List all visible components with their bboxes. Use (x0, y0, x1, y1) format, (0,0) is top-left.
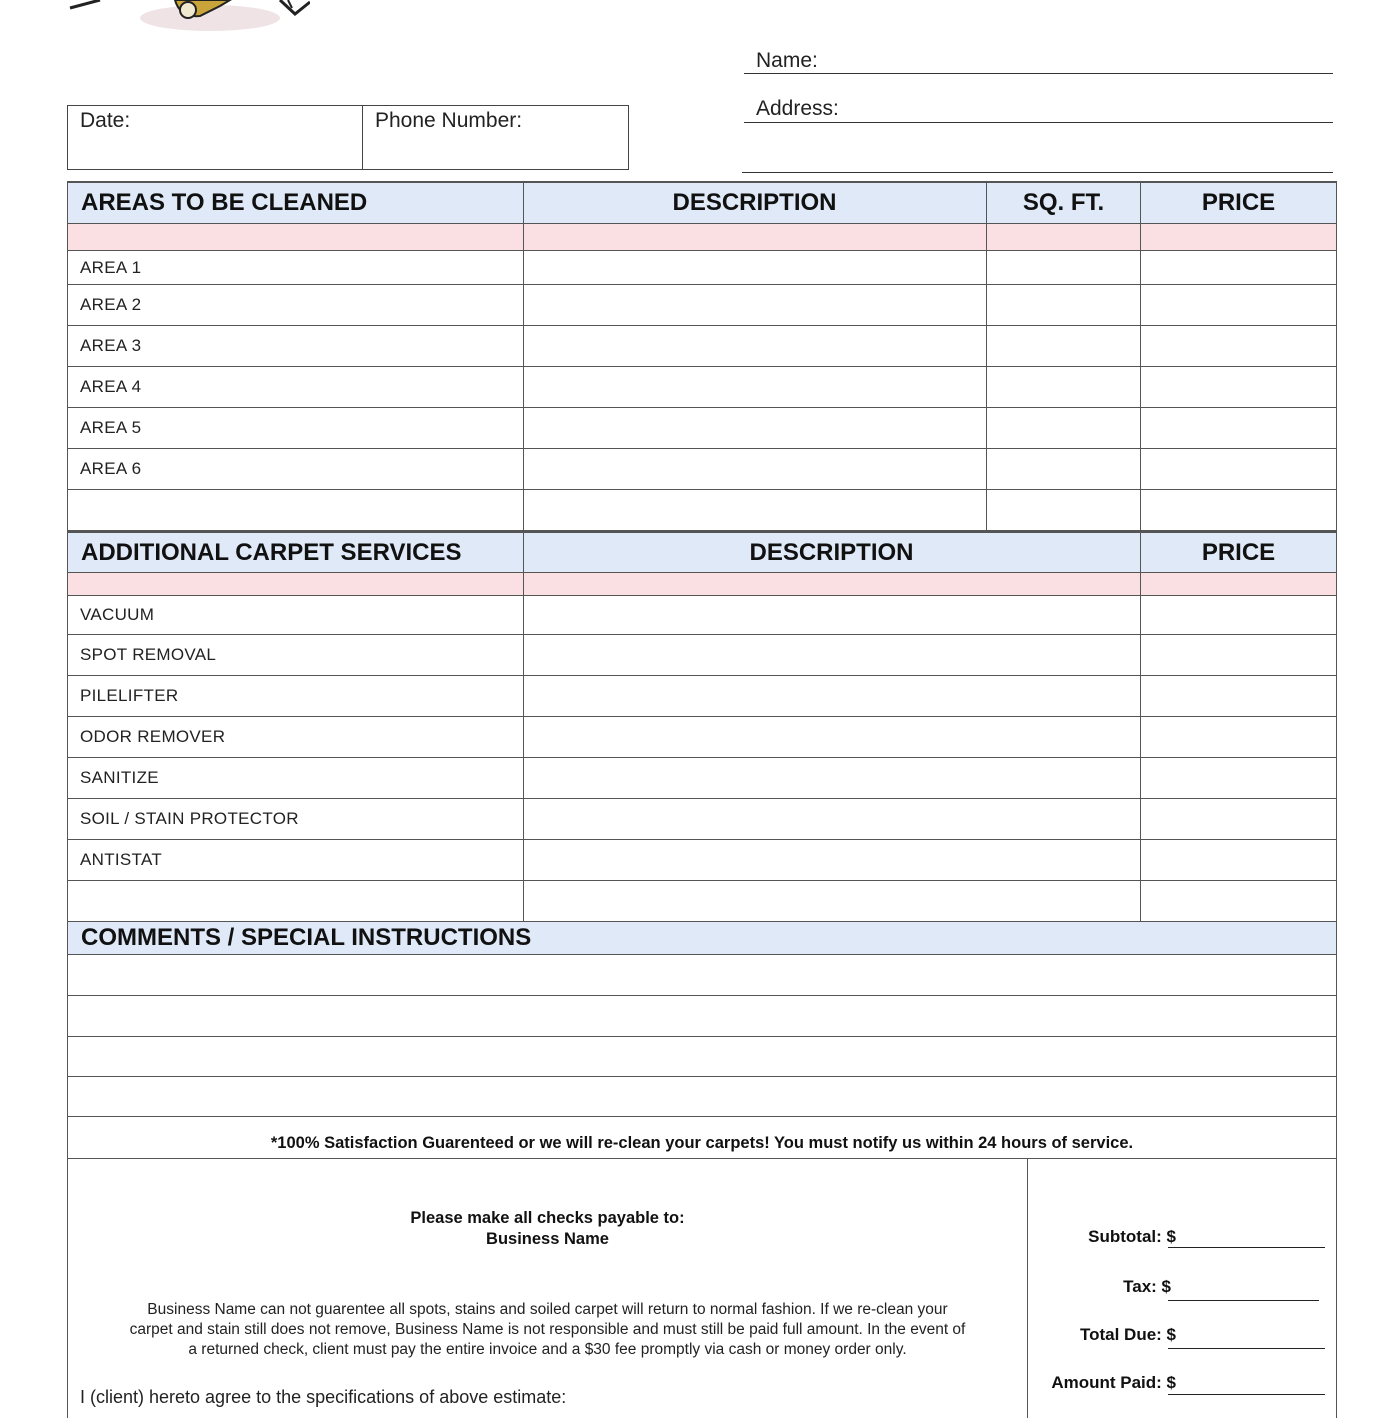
table-row[interactable] (68, 285, 1336, 326)
table-row[interactable] (68, 799, 1336, 840)
disclaimer-line-3: a returned check, client must pay the entire invoice and a $30 fee promptly via cash or money order only. (188, 1341, 907, 1358)
services-header-row (68, 531, 1336, 573)
name-label: Name: (756, 49, 818, 72)
area-label: AREA 1 (80, 257, 142, 277)
total-due-input-line[interactable] (1168, 1348, 1325, 1349)
checks-payable-label: Please make all checks payable to: (410, 1209, 685, 1227)
date-label: Date: (80, 109, 131, 132)
area-label: AREA 2 (80, 295, 142, 314)
footer-box (67, 1158, 1337, 1418)
areas-header-description: DESCRIPTION (672, 189, 837, 216)
table-row[interactable] (68, 367, 1336, 408)
business-name: Business Name (486, 1230, 609, 1248)
areas-header-row (68, 181, 1336, 224)
services-header-service: ADDITIONAL CARPET SERVICES (81, 538, 462, 566)
tax-label: Tax: $ (1123, 1277, 1171, 1296)
area-label: AREA 5 (80, 418, 142, 437)
service-label: SPOT REMOVAL (80, 645, 217, 664)
areas-header-price: PRICE (1201, 189, 1276, 216)
service-label: PILELIFTER (80, 686, 179, 705)
total-due-label: Total Due: $ (1079, 1325, 1176, 1344)
table-row[interactable] (68, 840, 1336, 881)
services-table (67, 531, 1337, 922)
subtotal-label: Subtotal: $ (1088, 1227, 1176, 1246)
comment-line[interactable] (68, 1037, 1336, 1077)
table-row[interactable] (68, 635, 1336, 676)
name-input-line[interactable] (744, 73, 1333, 74)
address-label: Address: (756, 97, 839, 120)
area-label: AREA 3 (80, 336, 142, 355)
service-label: ANTISTAT (80, 850, 163, 869)
comments-section (67, 922, 1337, 1158)
area-label: AREA 6 (80, 459, 142, 478)
table-row[interactable] (68, 449, 1336, 490)
table-row[interactable] (68, 326, 1336, 367)
disclaimer-line-1: Business Name can not guarentee all spots, stains and soiled carpet will return to normal fashion. If we re-clean your (147, 1301, 948, 1318)
table-row[interactable] (68, 408, 1336, 449)
area-label: AREA 4 (80, 377, 142, 396)
table-row[interactable] (68, 881, 1336, 922)
services-header-price: PRICE (1201, 538, 1276, 566)
agreement-text: I (client) hereto agree to the specifications of above estimate: (80, 1387, 567, 1407)
comment-line[interactable] (68, 996, 1336, 1037)
service-label: ODOR REMOVER (80, 727, 226, 746)
services-header-description: DESCRIPTION (749, 538, 914, 566)
areas-subheader-row (68, 224, 1336, 251)
areas-header-sqft: SQ. FT. (1022, 189, 1105, 216)
amount-paid-label: Amount Paid: $ (1051, 1373, 1176, 1392)
tax-input-line[interactable] (1168, 1300, 1319, 1301)
areas-header-area: AREAS TO BE CLEANED (81, 189, 368, 216)
table-row[interactable] (68, 717, 1336, 758)
table-row[interactable] (68, 596, 1336, 635)
subtotal-input-line[interactable] (1168, 1247, 1325, 1248)
table-row[interactable] (68, 676, 1336, 717)
guarantee-text: *100% Satisfaction Guarenteed or we will re-clean your carpets! You must notify us within 24 hours of service. (270, 1134, 1134, 1152)
carpet-cleaning-logo-icon (60, 0, 310, 34)
service-label: SOIL / STAIN PROTECTOR (80, 809, 299, 828)
service-label: VACUUM (80, 605, 155, 624)
table-row[interactable] (68, 251, 1336, 285)
address-input-line-2[interactable] (742, 172, 1333, 173)
date-phone-box (67, 105, 629, 170)
service-label: SANITIZE (80, 768, 159, 787)
services-subheader-row (68, 573, 1336, 596)
disclaimer-line-2: carpet and stain still does not remove, Business Name is not responsible and must still be paid full amount. In the event of (129, 1321, 966, 1338)
amount-paid-input-line[interactable] (1168, 1394, 1325, 1395)
table-row[interactable] (68, 758, 1336, 799)
phone-label: Phone Number: (375, 109, 523, 132)
table-row[interactable] (68, 490, 1336, 531)
address-input-line-1[interactable] (744, 122, 1333, 123)
areas-table (67, 181, 1337, 531)
comments-header: COMMENTS / SPECIAL INSTRUCTIONS (81, 924, 532, 951)
comment-line[interactable] (68, 955, 1336, 996)
comments-header-row (68, 922, 1336, 955)
comment-line[interactable] (68, 1077, 1336, 1117)
